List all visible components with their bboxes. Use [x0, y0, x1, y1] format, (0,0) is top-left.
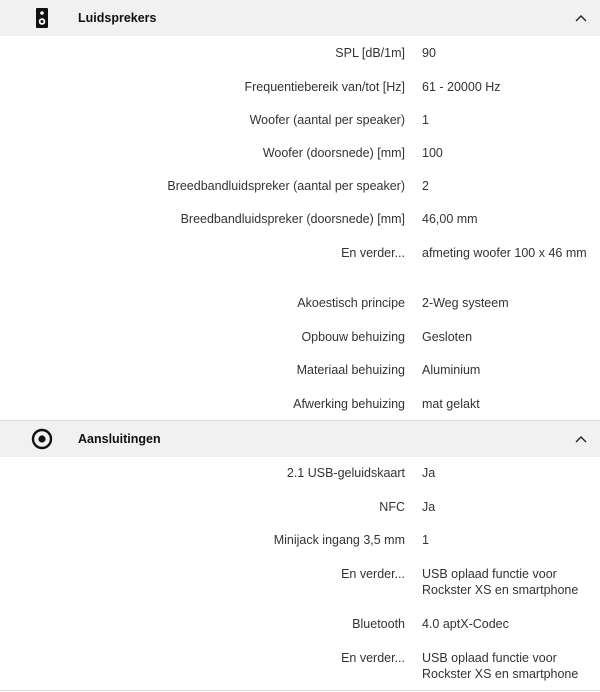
spec-value: 61 - 20000 Hz [422, 80, 501, 94]
chevron-up-icon[interactable] [574, 432, 588, 446]
spec-label: En verder... [341, 246, 405, 260]
section-title: Luidsprekers [78, 11, 157, 25]
spec-row [0, 396, 587, 412]
spec-row [0, 532, 587, 548]
spec-label: SPL [dB/1m] [335, 46, 405, 60]
spec-value: 2-Weg systeem [422, 296, 509, 310]
spec-value: 1 [422, 113, 429, 127]
speaker-icon [31, 7, 53, 29]
spec-label: Opbouw behuizing [301, 330, 405, 344]
spec-row [0, 211, 587, 227]
spec-value: 100 [422, 146, 443, 160]
spec-value: Gesloten [422, 330, 473, 344]
spec-label: En verder... [341, 567, 405, 581]
spec-row [0, 465, 587, 481]
spec-label: Bluetooth [352, 617, 405, 631]
connection-icon [31, 428, 53, 450]
spec-row [0, 362, 587, 378]
spec-value: 2 [422, 179, 429, 193]
spec-value: afmeting woofer 100 x 46 mm [422, 246, 587, 260]
spec-label: Materiaal behuizing [296, 363, 405, 377]
spec-row [0, 329, 587, 345]
spec-row [0, 499, 587, 515]
spec-row [0, 566, 587, 598]
spec-label: NFC [379, 500, 405, 514]
spec-value: 4.0 aptX-Codec [422, 617, 509, 631]
spec-row [0, 112, 587, 128]
spec-value: 90 [422, 46, 436, 60]
spec-value: Ja [422, 500, 436, 514]
section-header-luidsprekers[interactable] [0, 0, 600, 36]
spec-label: Afwerking behuizing [293, 397, 405, 411]
spec-row [0, 145, 587, 161]
spec-label: Akoestisch principe [297, 296, 405, 310]
chevron-up-icon[interactable] [574, 11, 588, 25]
spec-value: 46,00 mm [422, 212, 478, 226]
spec-label: Breedbandluidspreker (doorsnede) [mm] [180, 212, 405, 226]
section-header-aansluitingen[interactable] [0, 421, 600, 457]
spec-value: 1 [422, 533, 429, 547]
spec-row [0, 79, 587, 95]
spec-row [0, 295, 587, 311]
spec-label: Breedbandluidspreker (aantal per speaker) [167, 179, 405, 193]
section-divider [0, 690, 600, 691]
spec-value: USB oplaad functie voor Rockster XS en smartphone [422, 567, 579, 597]
spec-label: 2.1 USB-geluidskaart [286, 466, 405, 480]
spec-row [0, 650, 587, 682]
spec-row [0, 178, 587, 194]
spec-row [0, 245, 587, 261]
spec-value: mat gelakt [422, 397, 480, 411]
spec-value: Ja [422, 466, 436, 480]
spec-label: Woofer (aantal per speaker) [249, 113, 405, 127]
spec-row [0, 45, 587, 61]
spec-label: En verder... [341, 651, 405, 665]
spec-value: USB oplaad functie voor Rockster XS en smartphone [422, 651, 579, 681]
spec-row [0, 616, 587, 632]
spec-label: Woofer (doorsnede) [mm] [262, 146, 405, 160]
section-title: Aansluitingen [78, 432, 161, 446]
spec-value: Aluminium [422, 363, 481, 377]
spec-label: Frequentiebereik van/tot [Hz] [244, 80, 405, 94]
spec-label: Minijack ingang 3,5 mm [273, 533, 405, 547]
